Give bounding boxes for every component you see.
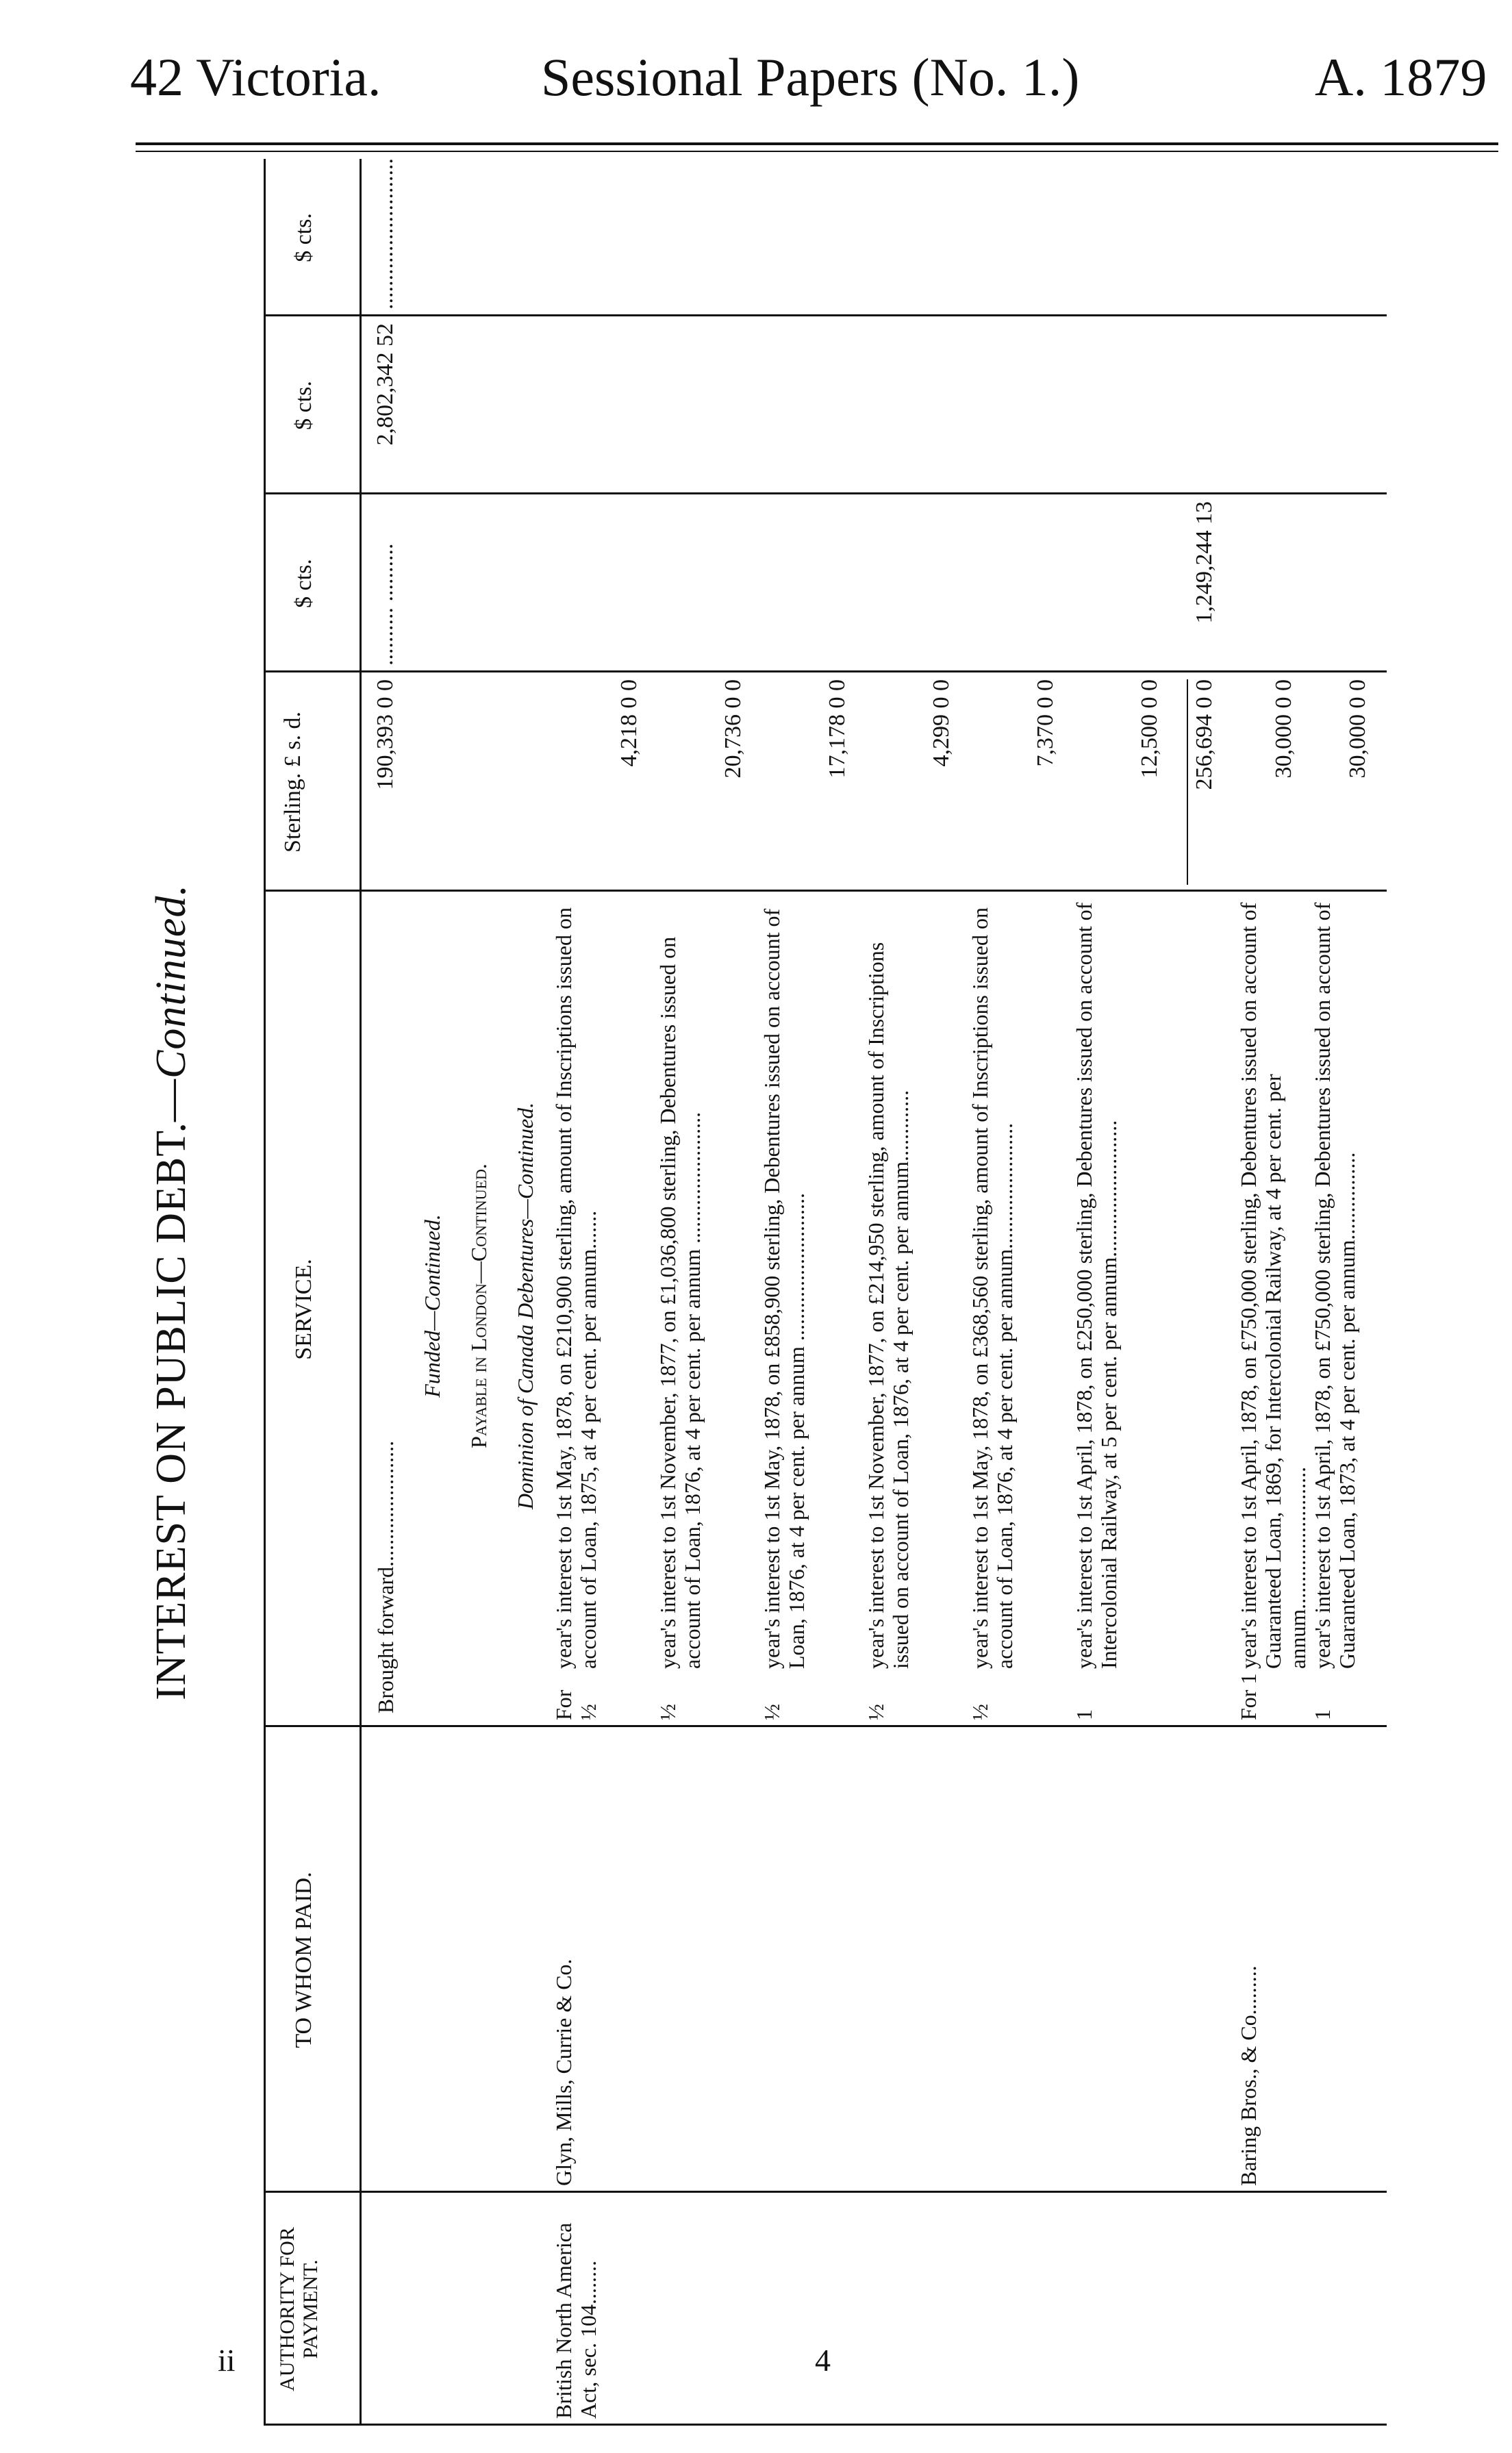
footer-left: ii [218,2343,236,2378]
header-bottom-border [360,159,362,2426]
entry-sterling: 30,000 0 0 [1345,679,1370,779]
brought-forward-dollars-2: 2,802,342 52 [373,323,398,446]
subtotal-rule [1187,679,1188,885]
entry-sterling: 12,500 0 0 [1137,679,1162,779]
col-header-sterling: Sterling. £ s. d. [280,712,305,853]
col-header-dollars-2: $ cts. [291,381,316,430]
entry-text: year's interest to 1st November, 1877, on £214,950 sterling, amount of Inscriptions issued on account of Loan, 1876, at 4 per cent. per annum............. [864,942,913,1669]
col-divider-2 [264,1725,1387,1727]
subtotal-dollars: 1,249,244 13 [1192,501,1217,624]
col-divider-5 [264,492,1387,494]
entry-prefix: ½ [759,1704,784,1720]
table-top-border [264,159,266,2426]
entry-text: year's interest to 1st April, 1878, on £750,000 sterling, Debentures issued on account of Guaranteed Loan, 1873, at 4 per cent. per annum................ [1310,902,1359,1669]
debt-table [264,159,1387,2426]
col-header-service: SERVICE. [291,1259,316,1360]
brought-forward-dollars-1: .......... .......... [373,543,398,666]
header-rule [136,142,1498,145]
payee-baring: Baring Bros., & Co......... [1236,1965,1261,2186]
entry-text: year's interest to 1st May, 1878, on £368,560 sterling, amount of Inscriptions issued on account of Loan, 1876, at 4 per cent. per annum....................... [968,907,1017,1669]
header-left: 42 Victoria. [130,47,381,107]
col-header-dollars-3: $ cts. [291,213,316,262]
entry-prefix: ½ [864,1704,888,1720]
header-right: A. 1879 [1315,47,1487,107]
col-header-authority: AUTHORITY FOR PAYMENT. [276,2227,322,2391]
entry-prefix: 1 [1310,1709,1335,1720]
col-divider-6 [264,314,1387,316]
col-divider-1 [264,2191,1387,2193]
footer-page-number: 4 [815,2343,831,2378]
brought-forward-sterling: 190,393 0 0 [373,679,398,790]
authority-text: British North America Act, sec. 104........ [551,2222,601,2419]
entry-sterling: 7,370 0 0 [1033,679,1058,767]
header-rule-2 [136,151,1498,152]
subtotal-sterling: 256,694 0 0 [1192,679,1217,790]
entry-sterling: 20,736 0 0 [720,679,746,779]
page-header [0,0,1512,137]
entry-prefix: For 1 [1236,1673,1261,1720]
payee-glyn: Glyn, Mills, Currie & Co. [551,1959,576,2186]
brought-forward-label: Brought forward....................... [373,1440,398,1713]
entry-prefix: ½ [655,1704,680,1720]
brought-forward-dollars-3: .......................... [373,158,398,310]
entry-text: year's interest to 1st May, 1878, on £210,900 sterling, amount of Inscriptions issued on account of Loan, 1875, at 4 per cent. per annum....... [551,907,601,1669]
heading-dominion-debentures: Dominion of Canada Debentures—Continued. [513,1102,538,1510]
entry-prefix: ½ [968,1704,992,1720]
entry-text: year's interest to 1st April, 1878, on £750,000 sterling, Debentures issued on account of Guaranteed Loan, 1869, for Intercolonial Railway, at 4 per cent. per annum.......................... [1236,902,1310,1669]
title-continued: Continued. [148,884,194,1079]
entry-text: year's interest to 1st May, 1878, on £858,900 sterling, Debentures issued on account of Loan, 1876, at 4 per cent. per annum ........................... [759,908,809,1669]
header-center: Sessional Papers (No. 1.) [541,47,1080,107]
heading-funded: Funded—Continued. [420,1214,444,1398]
col-divider-3 [264,890,1387,892]
heading-payable-london: Payable in London—Continued. [466,1163,491,1448]
entry-prefix: 1 [1072,1709,1096,1720]
entry-text: year's interest to 1st April, 1878, on £250,000 sterling, Debentures issued on account of Intercolonial Railway, at 5 per cent. per annum......................... [1072,902,1121,1669]
entry-text: year's interest to 1st November, 1877, on £1,036,800 sterling, Debentures issued on account of Loan, 1876, at 4 per cent. per annum ........................ [655,936,705,1669]
entry-sterling: 30,000 0 0 [1271,679,1296,779]
table-border-left [264,2424,1387,2426]
col-header-dollars-1: $ cts. [291,559,316,608]
entry-sterling: 4,299 0 0 [929,679,954,767]
rotated-table-region [147,159,1394,2426]
title-text: INTEREST ON PUBLIC DEBT.— [148,1078,194,1700]
entry-prefix: For ½ [551,1689,601,1720]
page-title [147,159,229,2426]
col-header-to-whom: TO WHOM PAID. [291,1872,316,2048]
col-divider-4 [264,670,1387,672]
entry-sterling: 17,178 0 0 [824,679,850,779]
entry-sterling: 4,218 0 0 [616,679,642,767]
